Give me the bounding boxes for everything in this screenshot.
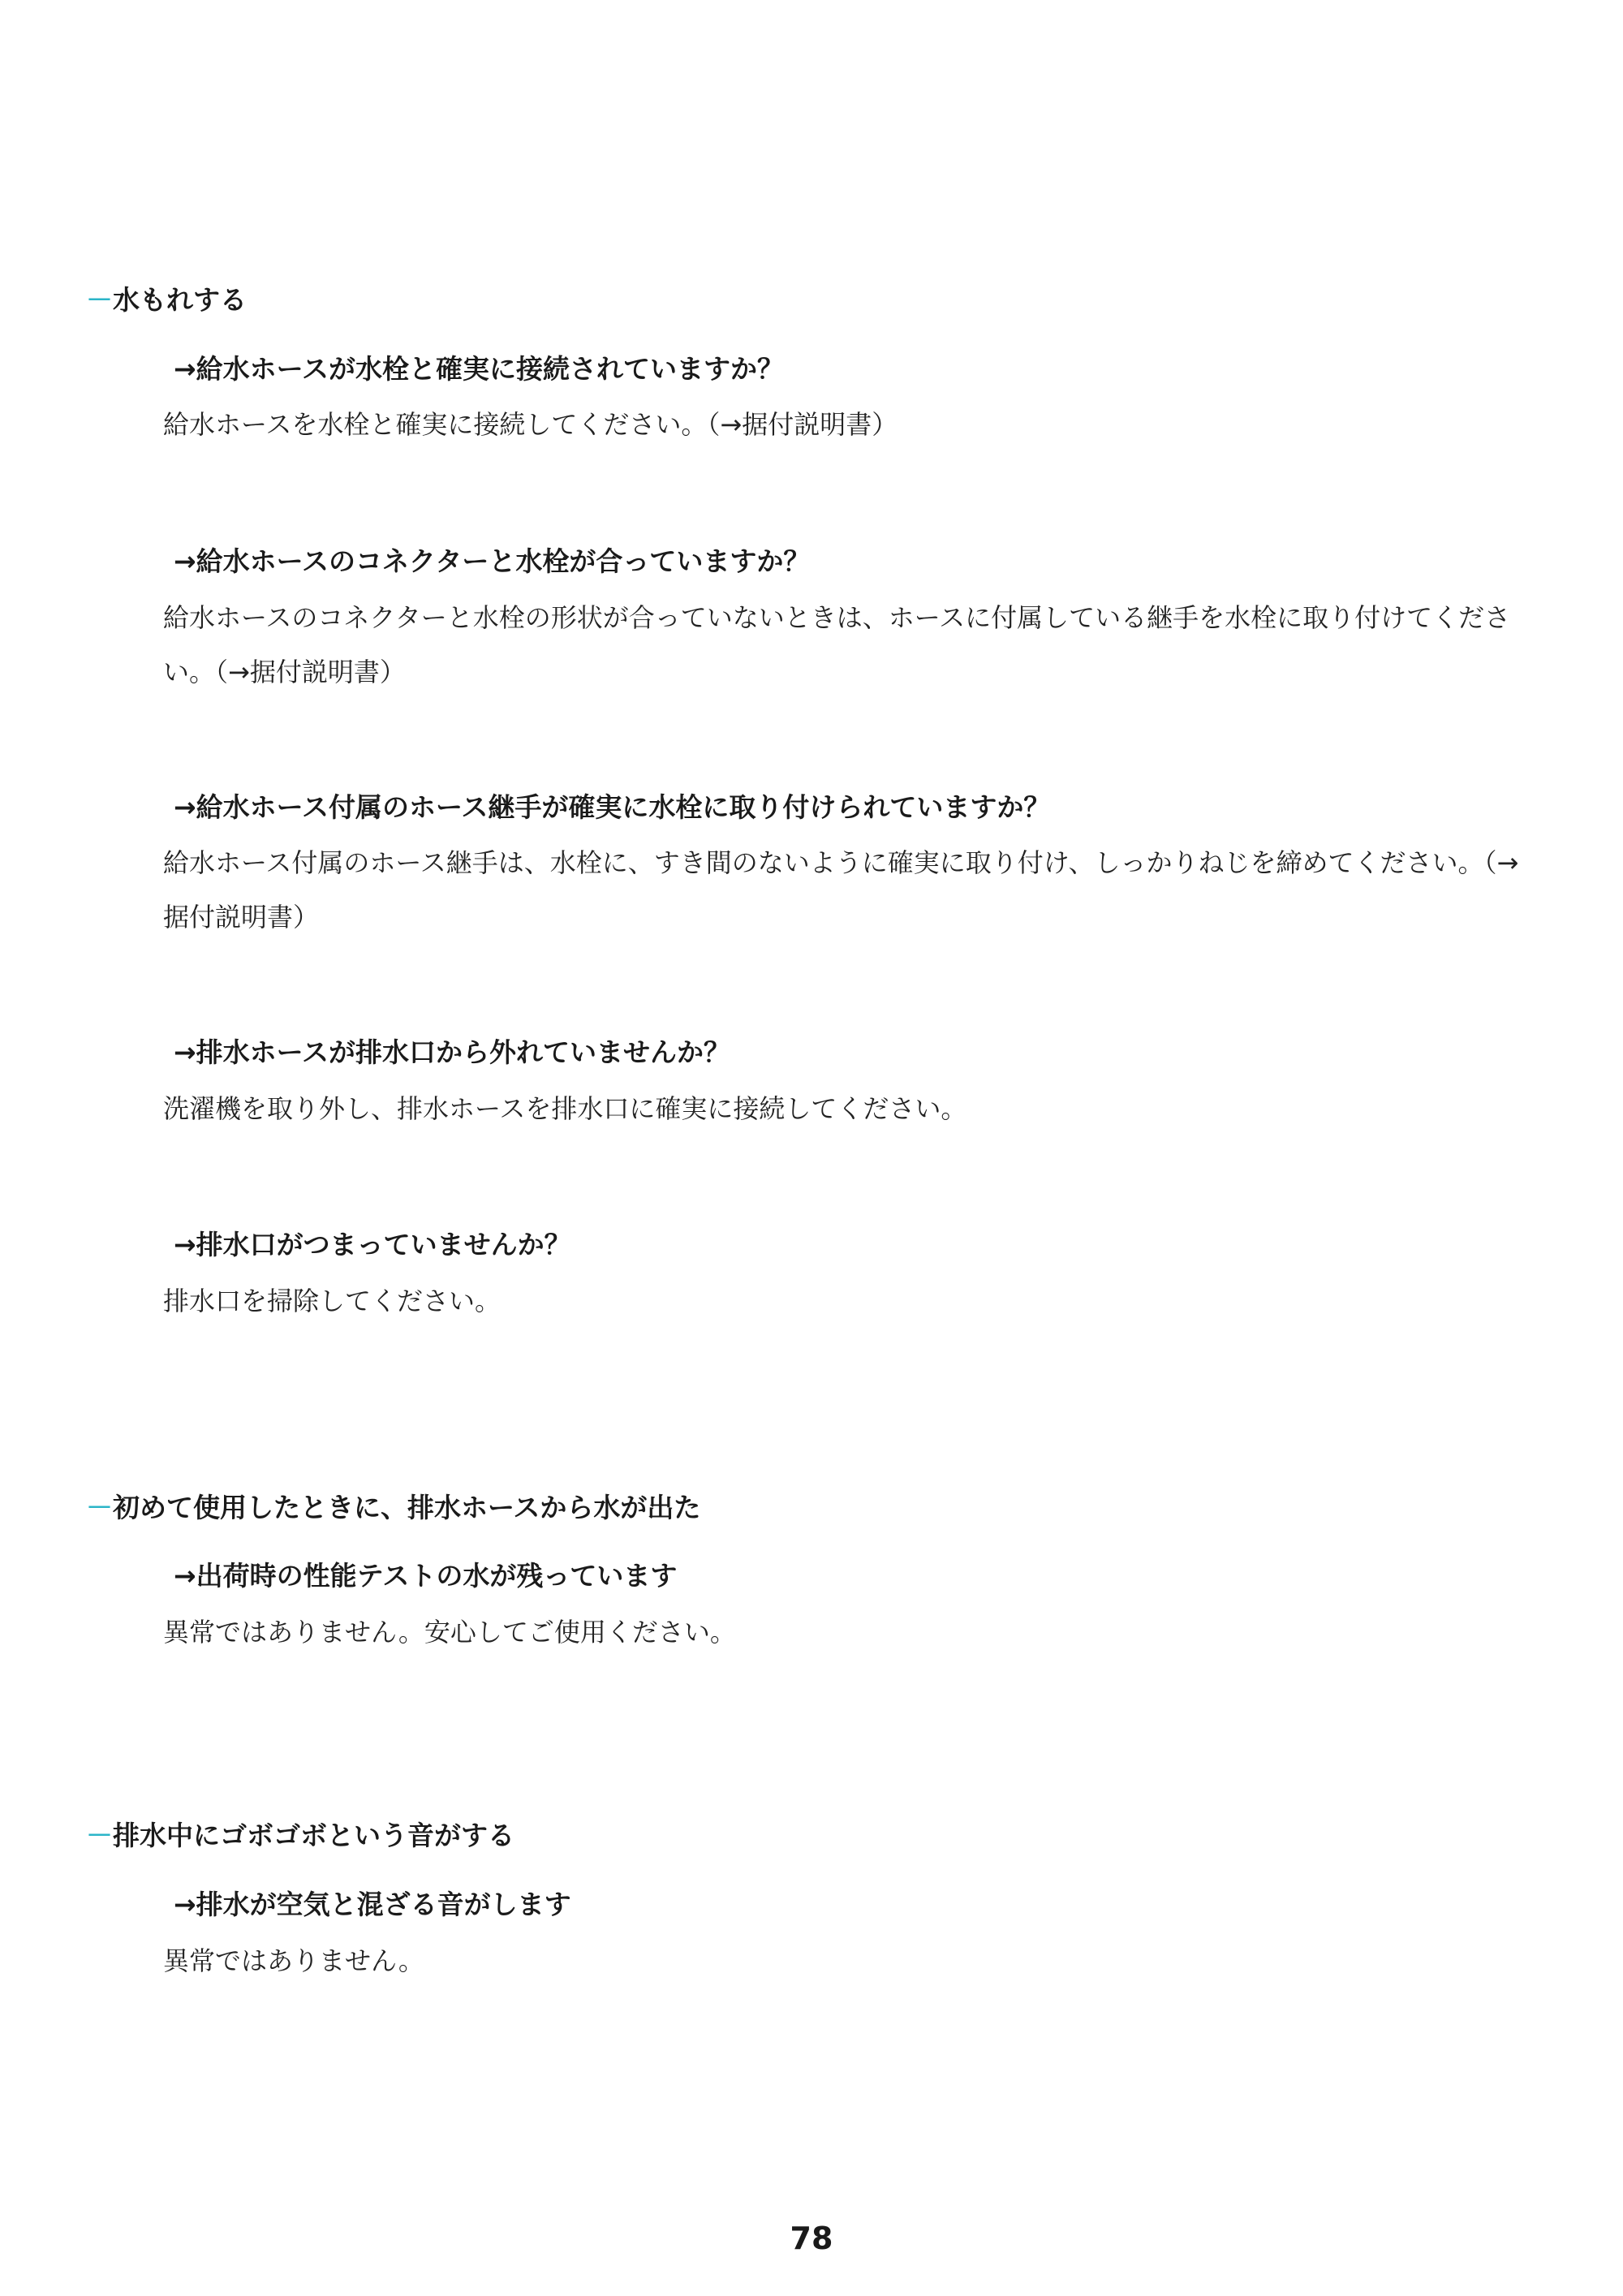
- bullet-dash: －: [86, 1492, 113, 1523]
- question: →給水ホースのコネクターと水栓が合っていますか？: [174, 545, 811, 577]
- section-heading-water-leak: [86, 284, 247, 317]
- bullet-dash: －: [86, 284, 113, 316]
- section-heading-text: 水もれする: [113, 284, 247, 316]
- section-heading-text: 初めて使用したときに、排水ホースから水が出た: [113, 1492, 701, 1523]
- answer: 給水ホース付属のホース継手は、水栓に、すき間のないように確実に取り付け、しっかりねじを締めてください。（→据付説明書）: [163, 847, 1519, 933]
- question: →給水ホースが水栓と確実に接続されていますか？: [174, 353, 785, 385]
- answer: 排水口を掃除してください。: [163, 1286, 502, 1316]
- answer: 給水ホースのコネクターと水栓の形状が合っていないときは、ホースに付属している継手を水栓に取り付けてください。（→据付説明書）: [163, 602, 1511, 687]
- question: →給水ホース付属のホース継手が確実に水栓に取り付けられていますか？: [174, 791, 1051, 823]
- question: →排水が空気と混ざる音がします: [174, 1889, 571, 1920]
- question: →出荷時の性能テストの水が残っています: [174, 1560, 678, 1592]
- answer: 異常ではありません。: [163, 1945, 424, 1976]
- section-heading-text: 排水中にゴボゴボという音がする: [113, 1820, 514, 1851]
- page-number: 78: [790, 2221, 833, 2256]
- section-heading-gurgling-sound: [86, 1820, 514, 1852]
- section-heading-first-use-water: [86, 1492, 700, 1524]
- question: →排水ホースが排水口から外れていませんか？: [174, 1036, 731, 1068]
- answer: 洗濯機を取り外し、排水ホースを排水口に確実に接続してください。: [163, 1093, 967, 1124]
- bullet-dash: －: [86, 1820, 113, 1851]
- answer: 給水ホースを水栓と確実に接続してください。（→据付説明書）: [163, 409, 898, 440]
- answer: 異常ではありません。安心してご使用ください。: [163, 1617, 736, 1648]
- question: →排水口がつまっていませんか？: [174, 1229, 571, 1260]
